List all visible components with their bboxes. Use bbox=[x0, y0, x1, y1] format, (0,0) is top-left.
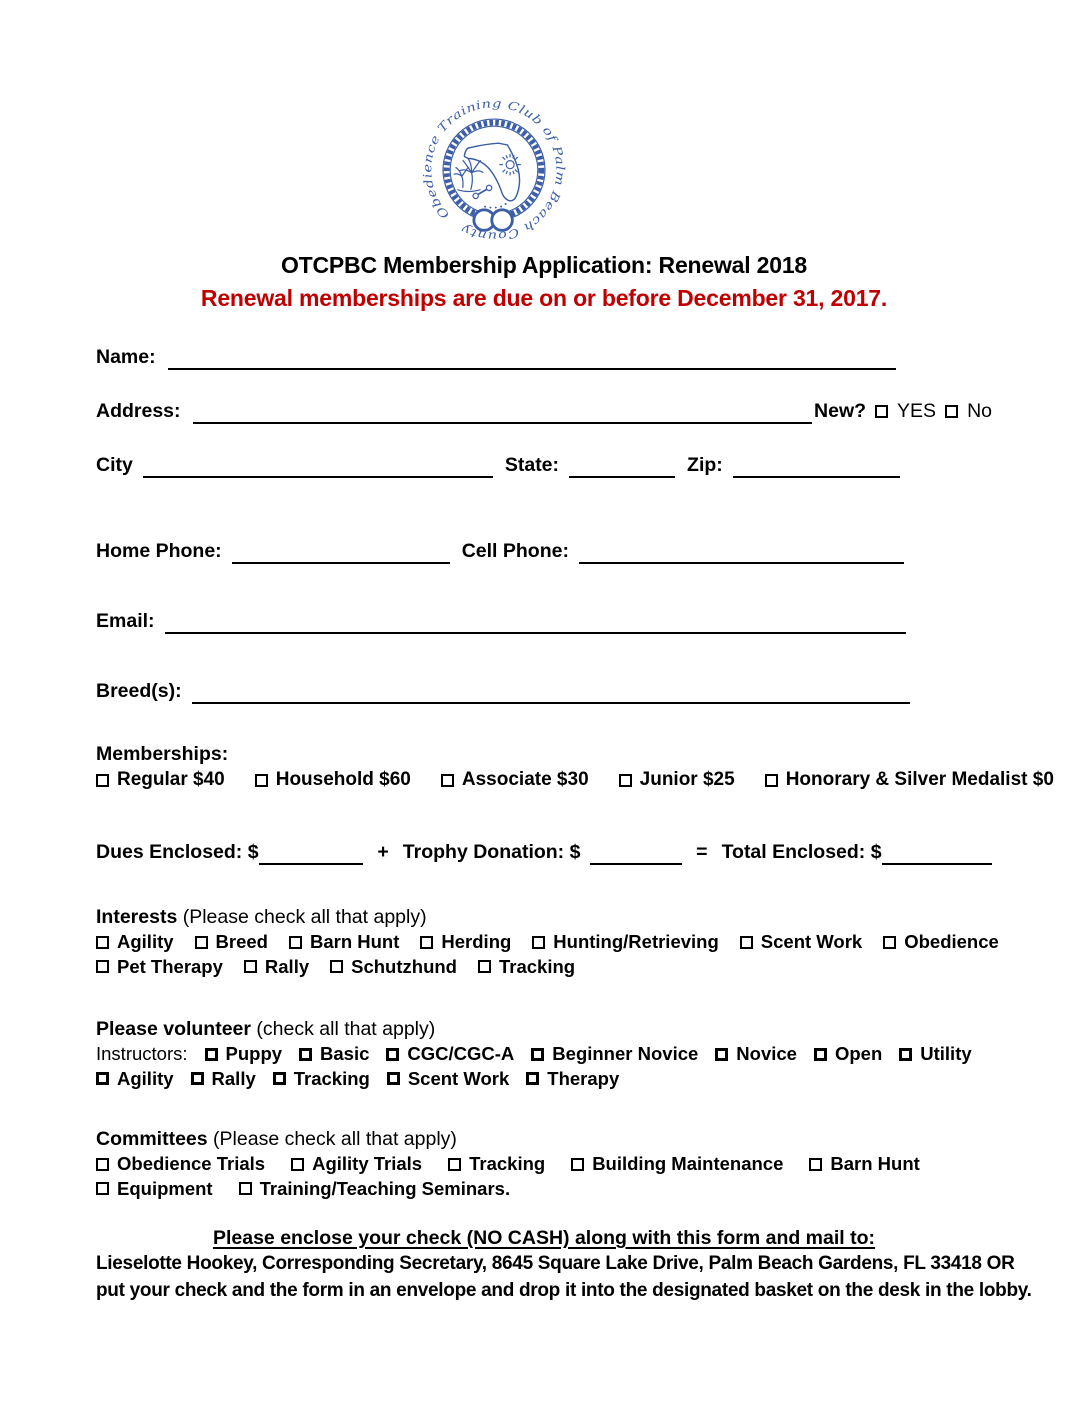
checkbox-icon[interactable] bbox=[420, 936, 433, 949]
membership-options bbox=[96, 767, 1054, 793]
checkbox-icon[interactable] bbox=[809, 1158, 822, 1171]
checkbox-icon[interactable] bbox=[526, 1072, 539, 1085]
volunteer-option-label: CGC/CGC-A bbox=[407, 1043, 515, 1064]
checkbox-icon[interactable] bbox=[273, 1072, 286, 1085]
dues-amount-field[interactable] bbox=[259, 841, 364, 865]
committee-option[interactable] bbox=[239, 1177, 511, 1202]
committees-heading-rest: (Please check all that apply) bbox=[207, 1128, 457, 1150]
interest-option[interactable] bbox=[420, 930, 511, 955]
committees-options-row2 bbox=[96, 1177, 992, 1202]
membership-option-label: Junior $25 bbox=[639, 769, 735, 790]
volunteer-option[interactable] bbox=[273, 1067, 370, 1092]
interest-option-label: Hunting/Retrieving bbox=[553, 931, 719, 952]
name-field[interactable] bbox=[168, 346, 896, 370]
interest-option[interactable] bbox=[289, 930, 399, 955]
volunteer-option-label: Tracking bbox=[293, 1067, 370, 1089]
new-yes-checkbox[interactable] bbox=[875, 405, 888, 418]
mail-address-line: Lieselotte Hookey, Corresponding Secretary, 8645 Square Lake Drive, Palm Beach Gardens, FL 33418 OR bbox=[96, 1253, 1015, 1274]
dumbbell-icon bbox=[473, 185, 492, 198]
checkbox-icon[interactable] bbox=[715, 1048, 728, 1061]
committee-option[interactable] bbox=[96, 1152, 265, 1177]
interest-option[interactable] bbox=[244, 955, 309, 980]
membership-option[interactable] bbox=[765, 767, 1054, 793]
volunteer-option-label: Rally bbox=[211, 1067, 256, 1089]
name-row bbox=[96, 344, 992, 370]
checkbox-icon[interactable] bbox=[289, 936, 302, 949]
volunteer-option-label: Agility bbox=[117, 1067, 174, 1089]
checkbox-icon[interactable] bbox=[478, 960, 491, 973]
plus-sign: + bbox=[377, 841, 389, 863]
volunteer-option[interactable] bbox=[899, 1042, 971, 1067]
home-phone-field[interactable] bbox=[232, 540, 450, 564]
volunteer-option-label: Scent Work bbox=[407, 1067, 510, 1089]
volunteer-option[interactable] bbox=[191, 1067, 256, 1092]
interest-option-label: Breed bbox=[215, 931, 268, 952]
interest-option[interactable] bbox=[478, 955, 575, 980]
interlocking-rings-icon bbox=[474, 210, 512, 231]
committee-option[interactable] bbox=[448, 1152, 545, 1177]
volunteer-option[interactable] bbox=[814, 1042, 882, 1067]
committee-option[interactable] bbox=[571, 1152, 783, 1177]
interests-options-row2 bbox=[96, 955, 992, 980]
volunteer-option-label: Beginner Novice bbox=[552, 1043, 699, 1064]
committee-option[interactable] bbox=[96, 1177, 213, 1202]
volunteer-option[interactable] bbox=[205, 1042, 283, 1067]
address-row bbox=[96, 398, 992, 424]
membership-option[interactable] bbox=[255, 767, 411, 793]
volunteer-options-row2 bbox=[96, 1067, 992, 1092]
club-logo-emblem bbox=[416, 94, 572, 246]
form-title: OTCPBC Membership Application: Renewal 2018 bbox=[280, 252, 808, 278]
volunteer-option-label: Open bbox=[834, 1043, 883, 1064]
interest-option[interactable] bbox=[883, 930, 999, 955]
interests-heading-rest: (Please check all that apply) bbox=[177, 906, 427, 928]
zip-field[interactable] bbox=[733, 454, 900, 478]
checkbox-icon[interactable] bbox=[191, 1072, 204, 1085]
new-label: New? bbox=[814, 400, 867, 422]
new-no-label: No bbox=[967, 400, 992, 422]
committee-option-label: Tracking bbox=[469, 1153, 546, 1174]
email-row bbox=[96, 608, 992, 634]
committee-option-label: Barn Hunt bbox=[830, 1153, 920, 1174]
new-yes-label: YES bbox=[897, 400, 937, 422]
volunteer-option-label: Novice bbox=[736, 1043, 797, 1064]
checkbox-icon[interactable] bbox=[532, 936, 545, 949]
checkbox-icon[interactable] bbox=[619, 774, 632, 787]
renewal-deadline-notice: Renewal memberships are due on or before December 31, 2017. bbox=[200, 285, 888, 311]
volunteer-option-label: Puppy bbox=[225, 1043, 283, 1064]
interest-option-label: Rally bbox=[264, 955, 310, 977]
interest-option-label: Agility bbox=[117, 931, 174, 952]
checkbox-icon[interactable] bbox=[899, 1048, 912, 1061]
new-no-checkbox[interactable] bbox=[945, 405, 958, 418]
instructors-label: Instructors: bbox=[96, 1043, 188, 1064]
committees-options-row1 bbox=[96, 1152, 992, 1177]
interests-heading-bold: Interests bbox=[96, 906, 178, 928]
zip-label: Zip: bbox=[687, 454, 723, 476]
volunteer-heading-bold: Please volunteer bbox=[96, 1018, 251, 1040]
interest-option[interactable] bbox=[195, 930, 268, 955]
total-amount-field[interactable] bbox=[882, 841, 992, 865]
interest-option[interactable] bbox=[740, 930, 862, 955]
interest-option-label: Pet Therapy bbox=[117, 955, 223, 977]
committee-option[interactable] bbox=[291, 1152, 422, 1177]
interest-option[interactable] bbox=[96, 955, 223, 980]
dues-row bbox=[96, 839, 992, 865]
interest-option-label: Herding bbox=[441, 931, 512, 952]
committees-heading bbox=[96, 1127, 992, 1152]
name-label: Name: bbox=[96, 346, 156, 368]
address-label: Address: bbox=[96, 400, 181, 422]
phone-row bbox=[96, 538, 992, 564]
city-state-zip-row bbox=[96, 452, 992, 478]
dues-enclosed-label: Dues Enclosed: $ bbox=[96, 841, 259, 863]
interest-option[interactable] bbox=[96, 930, 174, 955]
interest-option-label: Obedience bbox=[904, 931, 999, 952]
volunteer-option[interactable] bbox=[531, 1042, 698, 1067]
volunteer-option[interactable] bbox=[526, 1067, 619, 1092]
interest-option[interactable] bbox=[330, 955, 457, 980]
email-field[interactable] bbox=[165, 610, 906, 634]
interest-option-label: Schutzhund bbox=[351, 955, 457, 977]
florida-keys-dots bbox=[484, 203, 507, 209]
interests-heading bbox=[96, 905, 992, 930]
checkbox-icon[interactable] bbox=[571, 1158, 584, 1171]
committee-option-label: Obedience Trials bbox=[117, 1153, 266, 1174]
breeds-field[interactable] bbox=[192, 680, 910, 704]
volunteer-heading-rest: (check all that apply) bbox=[251, 1018, 436, 1040]
volunteer-option[interactable] bbox=[96, 1067, 174, 1092]
checkbox-icon[interactable] bbox=[448, 1158, 461, 1171]
checkbox-icon[interactable] bbox=[765, 774, 778, 787]
city-field[interactable] bbox=[143, 454, 493, 478]
memberships-heading: Memberships: bbox=[96, 743, 229, 765]
interest-option[interactable] bbox=[532, 930, 718, 955]
home-phone-label: Home Phone: bbox=[96, 540, 222, 562]
volunteer-heading bbox=[96, 1017, 992, 1042]
checkbox-icon[interactable] bbox=[244, 960, 257, 973]
breeds-row bbox=[96, 678, 992, 704]
equals-sign: = bbox=[696, 841, 708, 863]
checkbox-icon[interactable] bbox=[96, 1072, 109, 1085]
palm-tree-icon bbox=[454, 158, 484, 191]
checkbox-icon[interactable] bbox=[299, 1048, 312, 1061]
interests-options-row1 bbox=[96, 930, 999, 955]
address-new-group bbox=[814, 398, 992, 424]
interest-option-label: Scent Work bbox=[760, 931, 863, 952]
membership-option[interactable] bbox=[96, 767, 225, 793]
checkbox-icon[interactable] bbox=[205, 1048, 218, 1061]
committees-heading-bold: Committees bbox=[96, 1128, 208, 1150]
committee-option-label: Equipment bbox=[117, 1177, 213, 1199]
checkbox-icon[interactable] bbox=[883, 936, 896, 949]
volunteer-option-label: Therapy bbox=[547, 1067, 620, 1089]
volunteer-option[interactable] bbox=[715, 1042, 797, 1067]
interest-option-label: Tracking bbox=[498, 955, 576, 977]
membership-option[interactable] bbox=[441, 767, 589, 793]
checkbox-icon[interactable] bbox=[740, 936, 753, 949]
checkbox-icon[interactable] bbox=[96, 1182, 109, 1195]
checkbox-icon[interactable] bbox=[386, 1048, 399, 1061]
committee-option-label: Agility Trials bbox=[312, 1153, 423, 1174]
address-field[interactable] bbox=[193, 400, 812, 424]
membership-option-label: Honorary & Silver Medalist $0 bbox=[785, 769, 1054, 790]
volunteer-instructor-row bbox=[96, 1042, 992, 1067]
checkbox-icon[interactable] bbox=[291, 1158, 304, 1171]
committee-option-label: Training/Teaching Seminars. bbox=[259, 1177, 511, 1199]
volunteer-option[interactable] bbox=[387, 1067, 509, 1092]
committee-option-label: Building Maintenance bbox=[592, 1153, 784, 1174]
committee-option[interactable] bbox=[809, 1152, 919, 1177]
volunteer-option-label: Utility bbox=[920, 1043, 972, 1064]
cell-phone-field[interactable] bbox=[579, 540, 904, 564]
checkbox-icon[interactable] bbox=[387, 1072, 400, 1085]
checkbox-icon[interactable] bbox=[814, 1048, 827, 1061]
logo-ring-text: Obedience Training Club of Palm Beach County bbox=[420, 96, 568, 244]
checkbox-icon[interactable] bbox=[96, 936, 109, 949]
checkbox-icon[interactable] bbox=[96, 774, 109, 787]
email-label: Email: bbox=[96, 610, 155, 632]
checkbox-icon[interactable] bbox=[195, 936, 208, 949]
state-label: State: bbox=[504, 454, 560, 476]
checkbox-icon[interactable] bbox=[239, 1182, 252, 1195]
membership-option[interactable] bbox=[619, 767, 735, 793]
volunteer-option-label: Basic bbox=[320, 1043, 370, 1064]
checkbox-icon[interactable] bbox=[255, 774, 268, 787]
club-logo bbox=[416, 94, 572, 246]
sun-icon bbox=[499, 154, 520, 175]
volunteer-option[interactable] bbox=[299, 1042, 369, 1067]
trophy-amount-field[interactable] bbox=[590, 841, 682, 865]
membership-option-label: Household $60 bbox=[275, 769, 411, 790]
membership-option-label: Regular $40 bbox=[117, 769, 225, 790]
cell-phone-label: Cell Phone: bbox=[461, 540, 569, 562]
mailing-instructions bbox=[96, 1225, 1048, 1304]
dropoff-instruction-line: put your check and the form in an envelope and drop it into the designated basket on the desk in the lobby. bbox=[96, 1279, 1032, 1301]
checkbox-icon[interactable] bbox=[96, 960, 109, 973]
checkbox-icon[interactable] bbox=[531, 1048, 544, 1061]
checkbox-icon[interactable] bbox=[441, 774, 454, 787]
checkbox-icon[interactable] bbox=[330, 960, 343, 973]
checkbox-icon[interactable] bbox=[96, 1158, 109, 1171]
mail-instruction-line: Please enclose your check (NO CASH) along with this form and mail to: bbox=[212, 1227, 876, 1249]
total-enclosed-label: Total Enclosed: $ bbox=[721, 841, 882, 863]
city-label: City bbox=[96, 454, 133, 476]
membership-option-label: Associate $30 bbox=[461, 769, 589, 790]
breeds-label: Breed(s): bbox=[96, 680, 182, 702]
trophy-donation-label: Trophy Donation: $ bbox=[402, 841, 581, 863]
volunteer-option[interactable] bbox=[386, 1042, 514, 1067]
state-field[interactable] bbox=[569, 454, 675, 478]
interest-option-label: Barn Hunt bbox=[309, 931, 400, 952]
